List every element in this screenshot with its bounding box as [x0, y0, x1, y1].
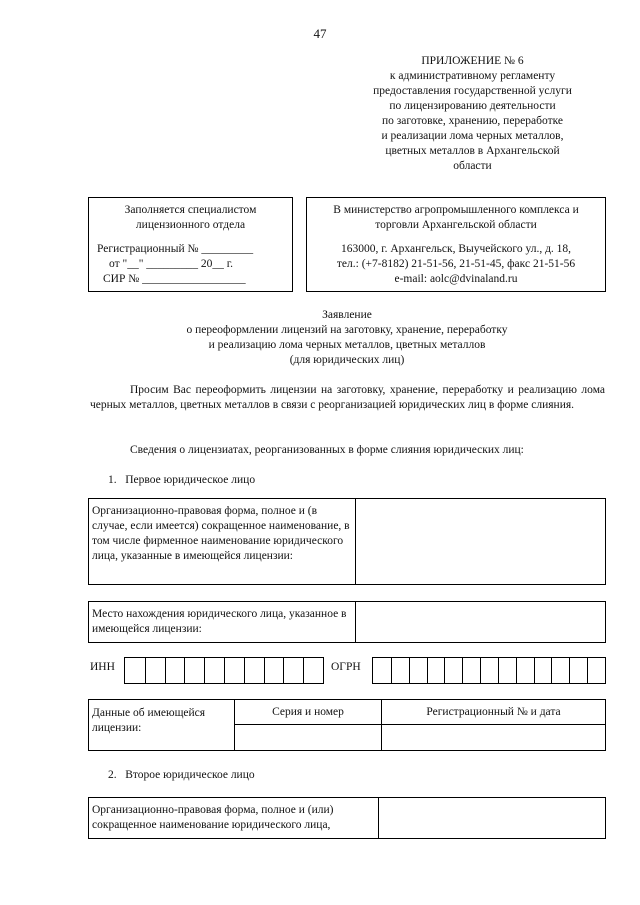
sir-number-field[interactable]: СИР № __________________: [103, 273, 246, 285]
ministry-address: 163000, г. Архангельск, Выучейского ул., д. 18,: [340, 243, 572, 255]
appendix-block: [340, 54, 605, 174]
ogrn-digit-cell-divider: [391, 658, 392, 683]
entity2-name-table: [88, 797, 606, 839]
heading-line: и реализацию лома черных металлов, цветных металлов: [208, 339, 486, 351]
ogrn-digit-cell-divider: [551, 658, 552, 683]
specialist-title-line: Заполняется специалистом: [124, 204, 257, 216]
inn-digit-cell-divider: [184, 658, 185, 683]
ogrn-digit-cell-divider: [427, 658, 428, 683]
heading-line: Заявление: [322, 309, 372, 321]
ogrn-digit-cell-divider: [409, 658, 410, 683]
ogrn-digit-cell-divider: [534, 658, 535, 683]
inn-digit-cell-divider: [165, 658, 166, 683]
heading-line: о переоформлении лицензий на заготовку, хранение, переработку: [186, 324, 508, 336]
inn-grid[interactable]: [124, 657, 324, 684]
specialist-title-line: лицензионного отдела: [135, 219, 246, 231]
ogrn-digit-cell-divider: [444, 658, 445, 683]
appendix-line: к административному регламенту: [389, 70, 556, 82]
license-series-header: Серия и номер: [272, 706, 344, 718]
info-intro: Сведения о лицензиатах, реорганизованных в форме слияния юридических лиц:: [130, 444, 524, 456]
registration-date-field[interactable]: от "__" _________ 20__ г.: [109, 258, 234, 270]
appendix-line: по лицензированию деятельности: [389, 100, 556, 112]
heading-line: (для юридических лиц): [289, 354, 405, 366]
appendix-line: цветных металлов в Архангельской: [385, 145, 560, 157]
inn-digit-cell-divider: [204, 658, 205, 683]
appendix-line: и реализации лома черных металлов,: [381, 130, 564, 142]
appendix-line: области: [453, 160, 492, 172]
license-label: Данные об имеющейся лицензии:: [92, 707, 206, 734]
ogrn-digit-cell-divider: [587, 658, 588, 683]
ministry-email: e-mail: aolc@dvinaland.ru: [394, 273, 518, 285]
ogrn-digit-cell-divider: [498, 658, 499, 683]
inn-digit-cell-divider: [224, 658, 225, 683]
ministry-box: [306, 197, 606, 292]
entity2-heading: 2. Второе юридическое лицо: [108, 769, 255, 781]
table-divider: [378, 798, 379, 838]
inn-digit-cell-divider: [244, 658, 245, 683]
inn-digit-cell-divider: [303, 658, 304, 683]
inn-label: ИНН: [90, 661, 115, 673]
ministry-phone: тел.: (+7-8182) 21-51-56, 21-51-45, факс 21-51-56: [336, 258, 576, 270]
appendix-line: предоставления государственной услуги: [373, 85, 572, 97]
entity1-name-table: [88, 498, 606, 585]
entity2-name-label: Организационно-правовая форма, полное и (или) сокращенное наименование юридического лица,: [92, 804, 334, 831]
table-divider: [355, 499, 356, 584]
ogrn-digit-cell-divider: [480, 658, 481, 683]
appendix-line: ПРИЛОЖЕНИЕ № 6: [421, 55, 524, 67]
page-number: 47: [313, 26, 327, 41]
inn-digit-cell-divider: [264, 658, 265, 683]
specialist-box: [88, 197, 293, 292]
table-divider: [355, 602, 356, 642]
ministry-title-line: торговли Архангельской области: [375, 219, 537, 231]
entity1-heading: 1. Первое юридическое лицо: [108, 474, 256, 486]
ogrn-label: ОГРН: [331, 661, 361, 673]
inn-digit-cell-divider: [145, 658, 146, 683]
application-heading: [88, 308, 606, 368]
ogrn-digit-cell-divider: [569, 658, 570, 683]
entity1-location-label: Место нахождения юридического лица, указанное в имеющейся лицензии:: [92, 608, 347, 635]
entity1-location-table: [88, 601, 606, 643]
registration-number-field[interactable]: Регистрационный № _________: [97, 243, 254, 255]
inn-digit-cell-divider: [283, 658, 284, 683]
ogrn-digit-cell-divider: [462, 658, 463, 683]
ogrn-grid[interactable]: [372, 657, 606, 684]
table-divider: [234, 724, 605, 725]
appendix-line: по заготовке, хранению, переработке: [381, 115, 564, 127]
request-paragraph: Просим Вас переоформить лицензии на заготовку, хранение, переработку и реализацию лома черных металлов, цветных металлов в связи с реорганизацией юридических лиц в форме слияния.: [90, 384, 605, 411]
entity1-name-label: Организационно-правовая форма, полное и (в случае, если имеется) сокращенное наименование, в том числе фирменное наименование юридического лица, указанные в имеющейся лицензии:: [92, 505, 350, 562]
ogrn-digit-cell-divider: [516, 658, 517, 683]
license-regnum-header: Регистрационный № и дата: [426, 706, 561, 718]
ministry-title-line: В министерство агропромышленного комплекса и: [333, 204, 579, 216]
entity1-license-table: [88, 699, 606, 751]
